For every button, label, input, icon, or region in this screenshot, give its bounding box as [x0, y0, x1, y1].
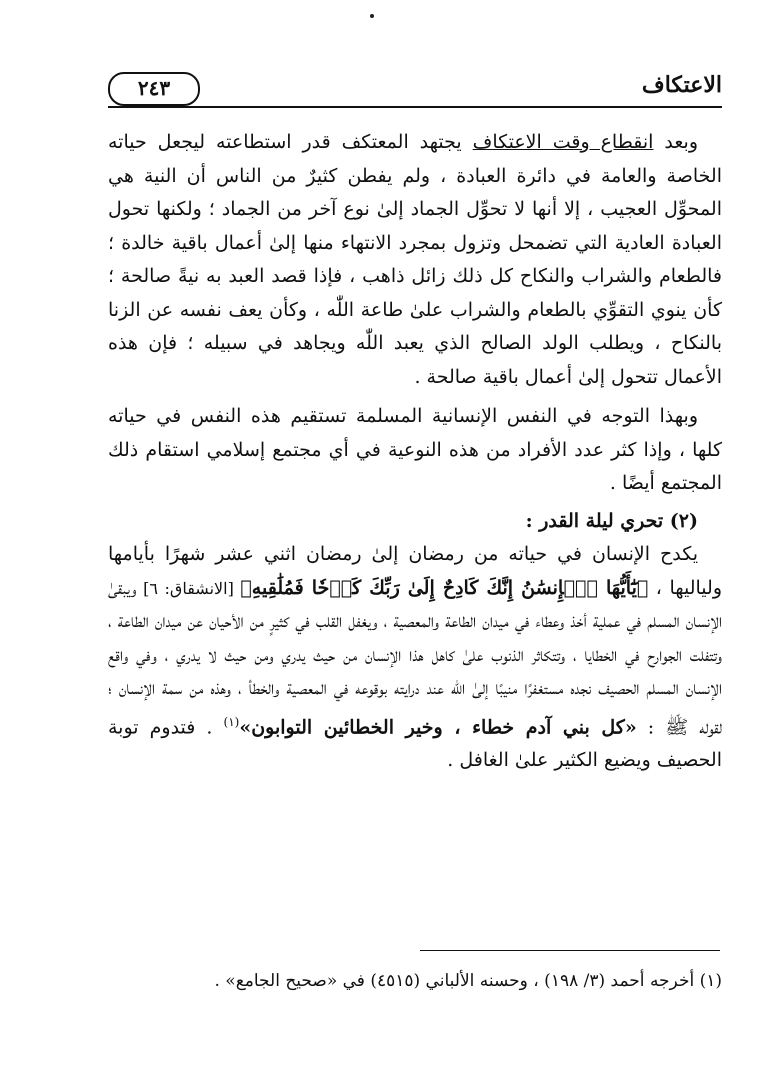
page-dot — [370, 14, 374, 18]
section-heading: (٢) تحري ليلة القدر : — [525, 509, 698, 532]
p3-text-b: ويبقىٰ الإنسان المسلم في عملية أخذ وعطاء في ميدان الطاعة والمعصية ، ويغفل القلب في كثيرٍ من الأحيان عن ميدان الطاعة ، وتتفلت الجوارح في الخطايا ، وتتكاثر الذنوب علىٰ كاهل هذا الإنسان من حيث يدري ومن حيث لا يدري ، وفي واقع الإنسان المسلم الحصيف نجده مستغفرًا منيبًا إلىٰ اللّٰه عند درايته بوقوعه في المعصية والخطأ ، وهذه من سمة الإنسان ؛ لقوله ﷺ : — [108, 576, 723, 738]
p1-lead: وبعد — [653, 131, 699, 153]
paragraph-1 — [108, 126, 722, 394]
header-rule — [108, 106, 722, 108]
main-text — [108, 126, 722, 778]
paragraph-2: وبهذا التوجه في النفس الإنسانية المسلمة تستقيم هذه النفس في حياته كلها ، وإذا كثر عدد الأفراد من هذه النوعية في أي مجتمع إسلامي استقام ذلك المجتمع أيضًا . — [108, 405, 722, 494]
page-header — [108, 68, 722, 108]
footnote: (١) أخرجه أحمد (٣/ ١٩٨) ، وحسنه الألباني (٤٥١٥) في «صحيح الجامع» . — [214, 971, 722, 991]
paragraph-3 — [108, 538, 722, 778]
quran-verse: ﴿يَٰٓأَيُّهَا ٱلۡإِنسَٰنُ إِنَّكَ كَادِحٌ إِلَىٰ رَبِّكَ كَدۡحٗا فَمُلَٰقِيهِ﴾ — [240, 576, 649, 599]
running-title: الاعتكاف — [641, 72, 722, 98]
p3-text-a: يكدح الإنسان في حياته من رمضان إلىٰ رمضان اثني عشر شهرًا بأيامها ولياليها ، — [108, 543, 723, 599]
p1-rest: يجتهد المعتكف قدر استطاعته ليجعل حياته الخاصة والعامة في دائرة العبادة ، ولم يفطن كثيرٌ من الناس أن النية هي المحوِّل العجيب ، إلا أنها لا تحوِّل الجماد إلىٰ نوع آخر من الجماد ؛ ولكنها تحول العبادة العادية التي تضمحل وتزول بمجرد الانتهاء منها إلىٰ أعمال باقية خالدة ؛ فالطعام والشراب والنكاح كل ذلك زائل ذاهب ، فإذا قصد العبد به نيةً صالحة ؛ كأن ينوي التقوِّي بالطعام والشراب علىٰ طاعة اللّٰه ، وكأن يعف نفسه عن الزنا بالنكاح ، ويطلب الولد الصالح الذي يعبد اللّٰه ويجاهد في سبيله ؛ فإن هذه الأعمال تتحول إلىٰ أعمال باقية صالحة . — [108, 131, 722, 388]
p1-underlined: انقطاع وقت الاعتكاف — [472, 131, 654, 153]
footnote-rule — [420, 950, 720, 951]
verse-reference: [الانشقاق: ٦] — [136, 578, 241, 598]
hadith-quote: «كل بني آدم خطاء ، وخير الخطائين التوابون» — [239, 715, 637, 738]
page-number: ٢٤٣ — [108, 72, 200, 106]
p3-text-c: . فتدوم توبة الحصيف ويضيع الكثير علىٰ الغافل . — [108, 715, 722, 772]
footnote-marker: (١) — [223, 714, 240, 729]
